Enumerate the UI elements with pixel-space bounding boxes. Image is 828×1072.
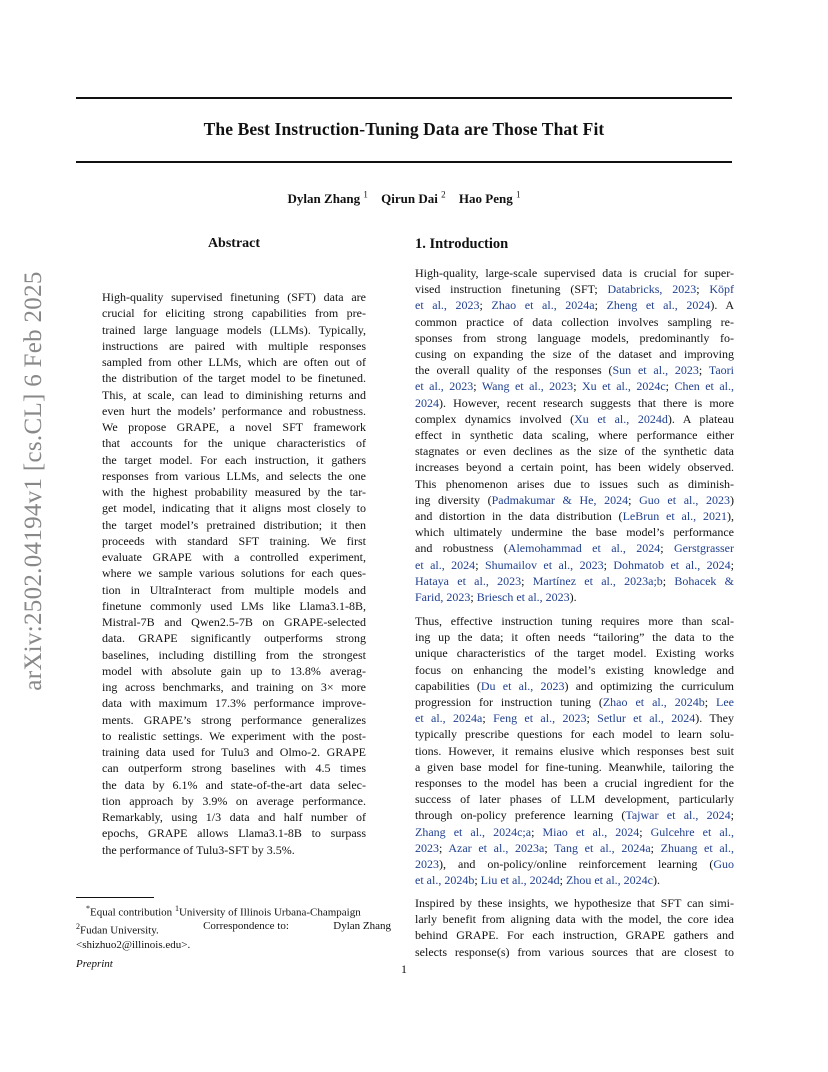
body-text: ; (660, 541, 674, 556)
body-text: ; (639, 824, 651, 839)
author-1: Dylan Zhang $^1$ (287, 190, 368, 207)
abstract-line: sampled from other LLMs, which are often out of (102, 355, 366, 369)
abstract-line: model with absolute gain up to 13.8% averag- (102, 663, 366, 678)
intro-line (415, 726, 734, 742)
intro-line (415, 662, 734, 678)
author-3: Hao Peng $^1$ (458, 190, 521, 207)
body-text: ; (479, 298, 492, 313)
citation-link[interactable]: Sun et al., 2023 (612, 363, 699, 378)
body-text: responses to the model has been a crucial ingredient for the (415, 776, 734, 791)
citation-link[interactable]: Wang et al., 2023 (481, 379, 574, 394)
abstract-line: the data by 6.1% and state-of-the-art data selec- (102, 777, 366, 792)
intro-line (415, 362, 734, 378)
intro-line (415, 492, 734, 508)
abstract-line: finetune commonly used LMs like Llama3.1-8B, (102, 598, 366, 613)
intro-line (415, 856, 734, 872)
body-text: ). However, recent research suggests that there is more (439, 395, 734, 410)
citation-link[interactable]: Zhang et al., 2024c;a (415, 824, 532, 839)
intro-line (415, 911, 734, 927)
body-text: and robustness ( (415, 541, 508, 556)
citation-link[interactable]: Liu et al., 2024d (480, 873, 560, 888)
intro-line (415, 807, 734, 823)
abstract-line: ments. GRAPE’s strong performance generalizes (102, 712, 366, 727)
abstract-body (102, 289, 366, 858)
body-text: ; (628, 492, 640, 507)
intro-paragraph-1 (415, 265, 734, 605)
abstract-line: that accounts for the unique characteristics of (102, 436, 366, 451)
body-text: ; (650, 840, 661, 855)
citation-link[interactable]: Azar et al., 2023a (448, 840, 545, 855)
author-2: Qirun Dai $^2$ (381, 190, 446, 207)
intro-line (415, 694, 734, 710)
citation-link[interactable]: Briesch et al., 2023 (476, 590, 570, 605)
intro-line (415, 281, 734, 297)
body-text: selects response(s) from various sources that are closest to (415, 944, 734, 959)
citation-link[interactable]: Hataya et al., 2023 (415, 573, 522, 588)
citation-link[interactable]: Du et al., 2023 (480, 678, 565, 693)
footnote (76, 902, 391, 953)
intro-line (415, 314, 734, 330)
citation-link[interactable]: Databricks, 2023 (607, 282, 697, 297)
body-text: focus on enhancing the model’s existing knowledge and (415, 662, 734, 677)
citation-link[interactable]: Alemohammad et al., 2024 (507, 541, 661, 556)
citation-link[interactable]: Zhuang et al., (660, 840, 735, 855)
body-text: ; (470, 590, 477, 605)
citation-link[interactable]: Bohacek & (674, 573, 734, 588)
body-text: ; (475, 557, 485, 572)
citation-link[interactable]: Xu et al., 2024c (581, 379, 666, 394)
abstract-line: the performance of Tulu3-SFT by 3.5%. (102, 842, 295, 857)
intro-line (415, 759, 734, 775)
body-text: ) and optimizing the curriculum (564, 678, 734, 693)
citation-link[interactable]: 2023 (415, 857, 439, 872)
citation-link[interactable]: Guo (713, 857, 734, 872)
body-text: tions. However, it remains elusive which responses best suit (415, 743, 734, 758)
intro-line (415, 589, 734, 605)
intro-line (415, 710, 734, 726)
abstract-heading: Abstract (207, 236, 261, 251)
body-text: common practice of data collection involves sampling re- (415, 314, 734, 329)
body-text: complex dynamics involved ( (415, 411, 575, 426)
body-text: capabilities ( (415, 678, 481, 693)
citation-link[interactable]: Padmakumar & He, 2024 (491, 492, 629, 507)
intro-line (415, 573, 734, 589)
body-text: ; (730, 557, 734, 572)
abstract-line: the target model. For each instruction, it gathers (102, 452, 366, 467)
body-text: effect in synthetic data scaling, where performance either (415, 428, 734, 443)
citation-link[interactable]: et al., 2023 (415, 379, 474, 394)
abstract-line: with the highest probability measured by the tar- (102, 485, 366, 499)
body-text: ; (696, 282, 710, 297)
body-text: This phenomenon arises due to issues such as diminish- (415, 476, 734, 491)
body-text: ; (594, 298, 607, 313)
intro-line (415, 927, 734, 943)
abstract-line: evaluate GRAPE with a controlled experiment, (102, 550, 366, 564)
abstract-line: can outperform strong baselines with 4.5 times (102, 761, 366, 776)
abstract-line: proceeds with standard SFT training. We first (102, 533, 366, 548)
body-text: ; (730, 808, 734, 823)
body-text: ). (569, 590, 577, 605)
citation-link[interactable]: Köpf (709, 282, 735, 297)
citation-link[interactable]: Gulcehre et al., (650, 824, 734, 839)
body-text: which ultimately undermine the base model’s performance (415, 525, 734, 540)
intro-line (415, 791, 734, 807)
body-text: vised instruction finetuning (SFT; (415, 282, 608, 297)
intro-line (415, 743, 734, 759)
intro-line (415, 872, 734, 888)
abstract-line: Remarkably, using 1/3 data and half number of (102, 810, 366, 824)
body-text: success of later phases of LLM development, particularly (415, 792, 734, 807)
body-text: ; (704, 695, 716, 710)
citation-link[interactable]: Guo et al., 2023 (639, 492, 730, 507)
intro-line (415, 443, 734, 459)
citation-link[interactable]: Tajwar et al., 2024 (625, 808, 731, 823)
intro-line (415, 378, 734, 394)
intro-line (415, 476, 734, 492)
citation-link[interactable]: Taori (708, 363, 735, 378)
intro-line (415, 678, 734, 694)
body-text: sponses from strong language models, predominantly fo- (415, 330, 734, 345)
intro-line (415, 459, 734, 475)
abstract-line: tion approach by 3.9% on average performance. (102, 793, 366, 808)
body-text: ; (662, 573, 675, 588)
footnote-rule (76, 897, 154, 898)
abstract-line: We propose GRAPE, a novel SFT framework (102, 420, 366, 434)
intro-line (415, 824, 734, 840)
intro-line (415, 944, 734, 960)
intro-line (415, 297, 734, 313)
abstract-line: to realistic settings. We experiment with the post- (102, 728, 366, 743)
body-text: unique characteristics of the target model. Existing works (415, 646, 734, 661)
abstract-line: ing across benchmarks, and training on 3× more (102, 680, 366, 694)
citation-link[interactable]: Tang et al., 2024a (554, 840, 651, 855)
abstract-line: even hurt the models’ performance and robustness. (102, 403, 366, 418)
citation-link[interactable]: Xu et al., 2024d (574, 411, 668, 426)
intro-paragraph-3 (415, 895, 734, 960)
abstract-line: instructions are paired with multiple responses (102, 338, 366, 353)
intro-line (415, 346, 734, 362)
citation-link[interactable]: et al., 2024a (415, 711, 483, 726)
abstract-line: get model, indicating that it aligns most closely to (102, 501, 366, 516)
body-text: ; (586, 711, 598, 726)
citation-link[interactable]: 2023 (415, 840, 439, 855)
citation-link[interactable]: Miao et al., 2024 (542, 824, 640, 839)
intro-line (415, 395, 734, 411)
body-text: ). (652, 873, 660, 888)
citation-link[interactable]: et al., 2024 (415, 557, 476, 572)
arxiv-identifier: arXiv:2502.04194v1 [cs.CL] 6 Feb 2025 (20, 271, 47, 691)
paper-title: The Best Instruction-Tuning Data are Those That Fit (203, 119, 605, 139)
body-text: progression for instruction tuning ( (415, 695, 603, 710)
body-text: ing up the data; it often needs “tailoring” the data to the (415, 630, 734, 645)
body-text: ; (665, 379, 675, 394)
intro-line (415, 557, 734, 573)
body-text: ; (482, 711, 494, 726)
footnote-line-1: *Equal contribution $^1$University of Illinois Urbana-Champaign (86, 904, 361, 919)
body-text: ; (473, 379, 482, 394)
body-text: through on-policy preference learning ( (415, 808, 626, 823)
abstract-line: epochs, GRAPE allows Llama3.1-8B to surpass (102, 826, 366, 841)
intro-line (415, 840, 734, 856)
abstract-line: responses from various LLMs, and selects the one (102, 468, 366, 483)
citation-link[interactable]: Martínez et al., 2023a;b (532, 573, 663, 588)
body-text: ; (439, 840, 449, 855)
intro-paragraph-2 (415, 613, 734, 888)
body-text: ; (474, 873, 481, 888)
body-text: ), (727, 509, 734, 524)
intro-line (415, 629, 734, 645)
body-text: behind GRAPE. For each instruction, GRAPE gathers and (415, 928, 734, 943)
intro-line (415, 427, 734, 443)
body-text: and distortion in the data distribution ( (415, 509, 623, 524)
body-text: ; (573, 379, 582, 394)
intro-line (415, 540, 734, 556)
abstract-line: baselines, including distilling from the strongest (102, 647, 366, 662)
body-text: ; (521, 573, 533, 588)
abstract-line: where we sample various solutions for each ques- (102, 566, 366, 581)
body-text: ing diversity ( (415, 492, 492, 507)
abstract-line: trained large language models (LLMs). Typically, (102, 322, 366, 337)
body-text: increases beyond a certain point, has been widely observed. (415, 460, 734, 475)
abstract-line: data with maximum 17.3% performance improve- (102, 696, 366, 711)
body-text: ; (544, 840, 555, 855)
abstract-line: the target model’s pretrained distribution; it then (102, 517, 366, 532)
body-text: ). They (695, 711, 735, 726)
intro-line (415, 895, 734, 911)
citation-link[interactable]: Dohmatob et al., 2024 (613, 557, 731, 572)
intro-line (415, 524, 734, 540)
body-text: Thus, effective instruction tuning requires more than scal- (415, 614, 734, 628)
citation-link[interactable]: Zhou et al., 2024c (566, 873, 653, 888)
body-text: ), and on-policy/online reinforcement learning ( (439, 857, 714, 872)
abstract-line: This, at scale, can lead to diminishing returns and (102, 387, 366, 402)
body-text: a given base model for fine-tuning. Meanwhile, tailoring the (415, 759, 734, 774)
body-text: High-quality, large-scale supervised data is crucial for super- (415, 266, 734, 280)
citation-link[interactable]: 2024 (415, 395, 439, 410)
citation-link[interactable]: Zhao et al., 2024b (602, 695, 705, 710)
citation-link[interactable]: Setlur et al., 2024 (597, 711, 696, 726)
body-text: ; (603, 557, 614, 572)
abstract-line: crucial for eliciting strong capabilities from pre- (102, 306, 366, 321)
abstract-line: High-quality supervised finetuning (SFT) data are (102, 290, 366, 304)
body-text: Inspired by these insights, we hypothesize that SFT can simi- (415, 896, 734, 910)
abstract-line: training data used for Tulu3 and Olmo-2. GRAPE (102, 745, 366, 759)
body-text: ; (559, 873, 566, 888)
citation-link[interactable]: et al., 2023 (415, 298, 480, 313)
body-text: ). A (710, 298, 735, 313)
citation-link[interactable]: Lee (716, 695, 734, 710)
author-list (76, 190, 732, 207)
section-heading-introduction: 1. Introduction (415, 236, 509, 252)
intro-line (415, 265, 734, 281)
body-text: ). A plateau (667, 411, 734, 426)
citation-link[interactable]: Shumailov et al., 2023 (484, 557, 604, 572)
citation-link[interactable]: et al., 2024b (415, 873, 475, 888)
abstract-line: data. GRAPE significantly outperforms strong (102, 631, 366, 646)
body-text: cusing on expanding the size of the dataset and improving (415, 347, 734, 362)
abstract-line: tion in UltraInteract from multiple models and (102, 582, 366, 597)
citation-link[interactable]: Gerstgrasser (674, 541, 734, 556)
body-text: larly benefit from aligning data with the model, the core idea (415, 912, 734, 927)
page-number: 1 (401, 962, 407, 976)
intro-line (415, 411, 734, 427)
citation-link[interactable]: Farid, 2023 (415, 590, 471, 605)
citation-link[interactable]: LeBrun et al., 2021 (622, 509, 727, 524)
citation-link[interactable]: Zheng et al., 2024 (606, 298, 711, 313)
intro-line (415, 508, 734, 524)
citation-link[interactable]: Zhao et al., 2024a (491, 298, 595, 313)
footnote-line-2: $^2$Fudan University. Correspondence to: Dylan Zhang (76, 920, 391, 938)
citation-link[interactable]: Feng et al., 2023 (493, 711, 587, 726)
intro-line (415, 645, 734, 661)
title-bottom-rule (76, 161, 732, 163)
title-top-rule (76, 97, 732, 99)
footnote-email: <shizhuo2@illinois.edu>. (76, 938, 191, 951)
body-text: ) (730, 492, 734, 507)
intro-line (415, 613, 734, 629)
abstract-line: the distribution of the target model to be finetuned. (102, 371, 366, 386)
citation-link[interactable]: Chen et al., (674, 379, 735, 394)
body-text: ; (698, 363, 709, 378)
body-text: stagnates or even declines as the size of the synthetic data (415, 444, 734, 459)
arxiv-sidebar-stamp (14, 271, 54, 691)
body-text: the overall quality of the responses ( (415, 363, 613, 378)
body-text: typically prescribe questions for each model to learn solu- (415, 727, 734, 742)
intro-line (415, 330, 734, 346)
preprint-label: Preprint (76, 958, 113, 970)
abstract-line: Mistral-7B and Qwen2.5-7B on GRAPE-selected (102, 615, 366, 629)
body-text: ; (531, 824, 543, 839)
intro-line (415, 775, 734, 791)
